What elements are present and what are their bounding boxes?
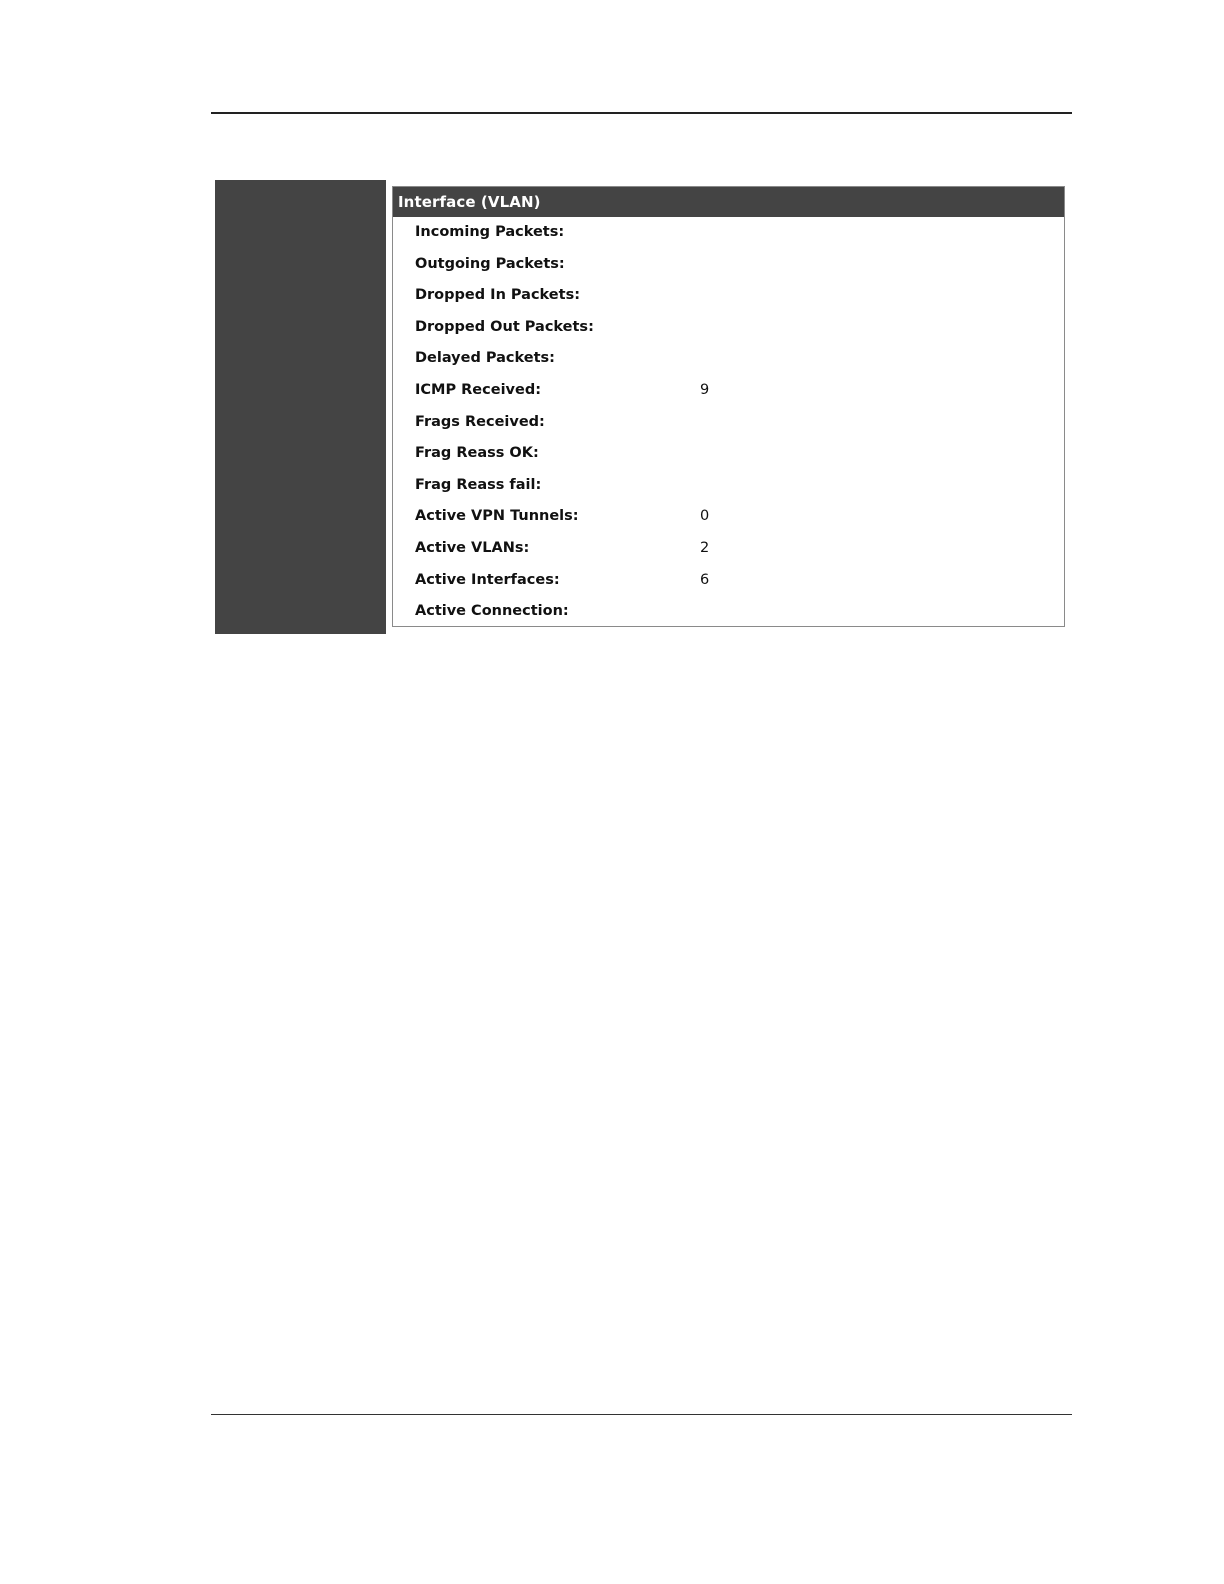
sidebar-nav xyxy=(215,180,386,634)
stat-label: Dropped Out Packets: xyxy=(415,318,594,335)
stat-label: ICMP Received: xyxy=(415,381,542,398)
stat-row-active-connection xyxy=(393,596,1064,628)
stat-row-active-interfaces xyxy=(393,565,1064,597)
stat-label: Frags Received: xyxy=(415,413,545,430)
stat-value: 9 xyxy=(700,381,710,398)
stat-row-dropped-in-packets xyxy=(393,280,1064,312)
stat-label: Frag Reass fail: xyxy=(415,476,542,493)
stat-label: Active Connection: xyxy=(415,603,569,620)
stat-label: Incoming Packets: xyxy=(415,224,565,240)
stat-row-delayed-packets xyxy=(393,343,1064,375)
stat-row-frag-reass-ok xyxy=(393,438,1064,470)
stat-row-active-vlans xyxy=(393,533,1064,565)
bottom-divider xyxy=(211,1414,1072,1415)
stat-label: Delayed Packets: xyxy=(415,350,555,367)
interface-vlan-panel xyxy=(392,186,1065,627)
panel-title: Interface (VLAN) xyxy=(393,187,1064,217)
stat-row-frags-received xyxy=(393,407,1064,439)
stat-value: 6 xyxy=(700,571,710,588)
stat-value: 2 xyxy=(700,539,710,556)
stat-label: Active VLANs: xyxy=(415,539,530,556)
stat-row-icmp-received xyxy=(393,375,1064,407)
stat-label: Active VPN Tunnels: xyxy=(415,508,579,525)
stat-row-dropped-out-packets xyxy=(393,312,1064,344)
stat-row-incoming-packets xyxy=(393,217,1064,249)
stat-label: Active Interfaces: xyxy=(415,571,560,588)
stat-row-outgoing-packets xyxy=(393,249,1064,281)
stat-row-frag-reass-fail xyxy=(393,470,1064,502)
stat-label: Outgoing Packets: xyxy=(415,255,565,272)
stat-label: Dropped In Packets: xyxy=(415,287,581,304)
stats-list xyxy=(393,217,1064,628)
top-divider xyxy=(211,112,1072,114)
stat-value: 0 xyxy=(700,508,710,525)
stat-row-active-vpn-tunnels xyxy=(393,501,1064,533)
stat-label: Frag Reass OK: xyxy=(415,445,539,462)
